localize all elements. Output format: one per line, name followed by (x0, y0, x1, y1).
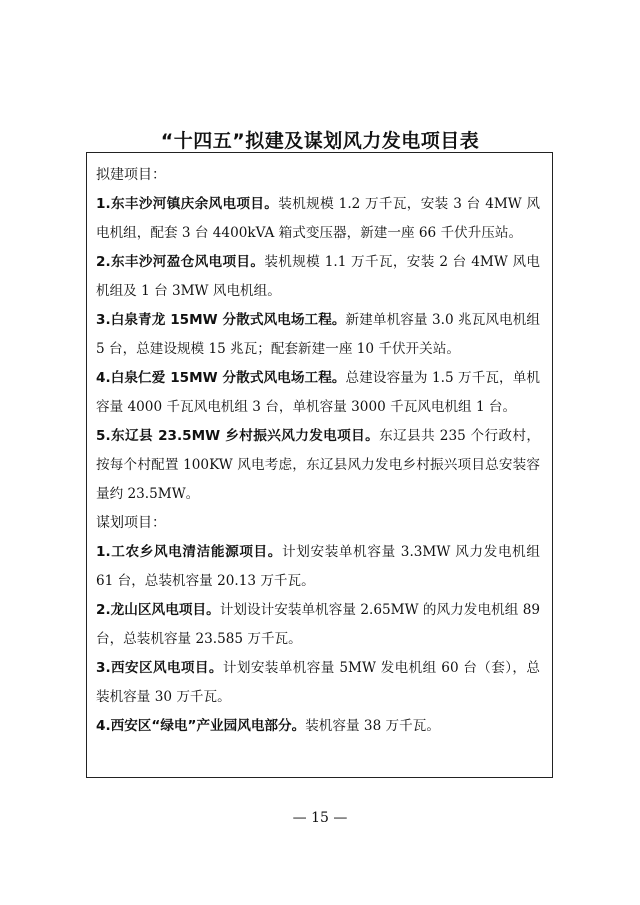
project-item (96, 538, 540, 596)
project-description: 新建单机容量 3.0 兆瓦风电机组 5 台，总建设规模 15 兆瓦；配套新建一座 10 千伏开关站。 (96, 312, 540, 357)
project-name: 2.东丰沙河盈仓风电项目。 (96, 254, 265, 270)
project-description: 计划设计安装单机容量 2.65MW 的风力发电机组 89 台，总装机容量 23.585 万千瓦。 (96, 602, 540, 647)
project-table (86, 152, 553, 778)
project-name: 1.工农乡风电清洁能源项目。 (96, 544, 283, 560)
project-name: 3.西安区风电项目。 (96, 660, 223, 676)
page-number: — 15 — (292, 810, 348, 826)
project-description: 装机容量 38 万千瓦。 (305, 718, 440, 734)
project-name: 3.白泉青龙 15MW 分散式风电场工程。 (96, 312, 346, 328)
project-description: 装机规模 1.1 万千瓦，安装 2 台 4MW 风电机组及 1 台 3MW 风电机组。 (96, 254, 540, 299)
project-item (96, 248, 540, 306)
project-item (96, 596, 540, 654)
project-item (96, 712, 540, 741)
project-description: 东辽县共 235 个行政村，按每个村配置 100KW 风电考虑，东辽县风力发电乡村振兴项目总安装容量约 23.5MW。 (96, 428, 540, 502)
document-title: “十四五”拟建及谋划风力发电项目表 (160, 130, 480, 152)
project-name: 5.东辽县 23.5MW 乡村振兴风力发电项目。 (96, 428, 380, 444)
project-name: 4.西安区“绿电”产业园风电部分。 (96, 718, 306, 734)
project-item (96, 306, 540, 364)
project-description: 计划安装单机容量 3.3MW 风力发电机组 61 台，总装机容量 20.13 万千瓦。 (96, 544, 541, 589)
project-item (96, 364, 540, 422)
project-description: 计划安装单机容量 5MW 发电机组 60 台（套），总装机容量 30 万千瓦。 (96, 660, 540, 705)
project-name: 1.东丰沙河镇庆余风电项目。 (96, 196, 279, 212)
project-name: 4.白泉仁爱 15MW 分散式风电场工程。 (96, 370, 346, 386)
project-description: 装机规模 1.2 万千瓦，安装 3 台 4MW 风电机组，配套 3 台 4400kVA 箱式变压器，新建一座 66 千伏升压站。 (96, 196, 540, 241)
section-label-proposed: 谋划项目： (96, 515, 166, 531)
project-item (96, 422, 540, 509)
project-item (96, 654, 540, 712)
section-label-planned: 拟建项目： (96, 167, 166, 183)
project-name: 2.龙山区风电项目。 (96, 602, 220, 618)
project-description: 总建设容量为 1.5 万千瓦，单机容量 4000 千瓦风电机组 3 台，单机容量 3000 千瓦风电机组 1 台。 (96, 370, 540, 415)
project-item (96, 190, 540, 248)
